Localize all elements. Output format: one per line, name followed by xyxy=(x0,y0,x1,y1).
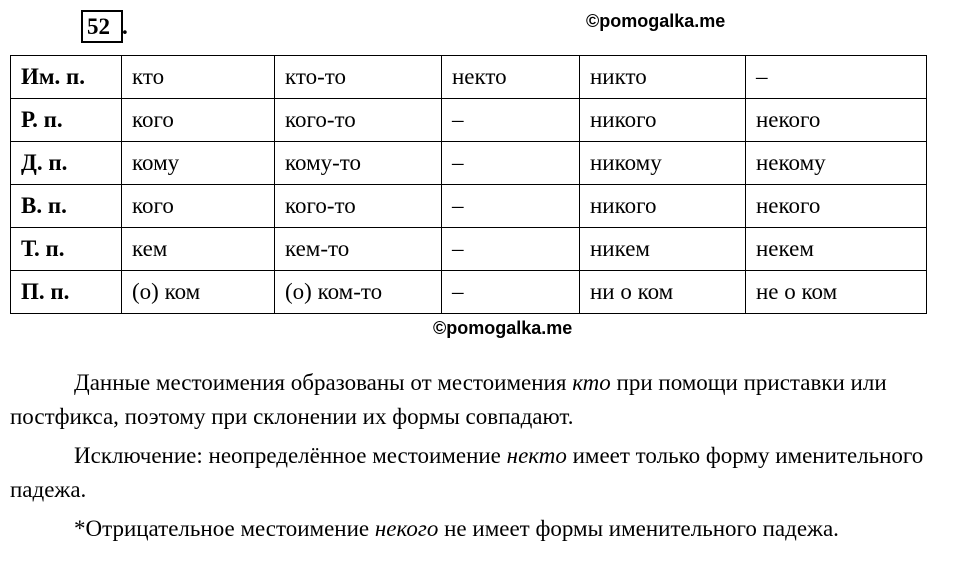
table-row xyxy=(11,99,927,142)
table-row xyxy=(11,228,927,271)
pronoun-form-cell: некем xyxy=(746,228,927,271)
paragraph-text: имеет только форму именительного падежа. xyxy=(10,443,924,502)
watermark-top: ©pomogalka.me xyxy=(586,11,726,31)
pronoun-form-cell: некого xyxy=(746,99,927,142)
pronoun-form-cell: кем-то xyxy=(275,228,442,271)
declension-table xyxy=(10,55,927,314)
italic-pronoun: некого xyxy=(374,516,439,541)
pronoun-form-cell: кого-то xyxy=(275,99,442,142)
paragraph-text: не имеет формы именительного падежа. xyxy=(438,516,839,541)
case-label: Им. п. xyxy=(11,56,122,99)
pronoun-form-cell: некого xyxy=(746,185,927,228)
paragraph-explanation xyxy=(10,366,940,434)
pronoun-form-cell: кого xyxy=(122,185,275,228)
pronoun-form-cell: – xyxy=(442,185,580,228)
paragraph-text: Исключение: неопределённое местоимение xyxy=(74,443,507,468)
pronoun-form-cell: (о) ком-то xyxy=(275,271,442,314)
table-row xyxy=(11,271,927,314)
pronoun-form-cell: – xyxy=(442,228,580,271)
pronoun-form-cell: некому xyxy=(746,142,927,185)
pronoun-form-cell: кому xyxy=(122,142,275,185)
pronoun-form-cell: – xyxy=(746,56,927,99)
paragraph-text: при помощи приставки или постфикса, поэтому при склонении их формы совпадают. xyxy=(10,370,887,429)
pronoun-form-cell: кого-то xyxy=(275,185,442,228)
table-row xyxy=(11,142,927,185)
exercise-number-dot: . xyxy=(122,14,128,39)
paragraph-text: *Отрицательное местоимение xyxy=(74,516,375,541)
case-label: В. п. xyxy=(11,185,122,228)
paragraph-exception xyxy=(10,439,940,507)
case-label: П. п. xyxy=(11,271,122,314)
case-label: Р. п. xyxy=(11,99,122,142)
pronoun-form-cell: кому-то xyxy=(275,142,442,185)
pronoun-form-cell: никем xyxy=(580,228,746,271)
pronoun-form-cell: – xyxy=(442,99,580,142)
pronoun-form-cell: не о ком xyxy=(746,271,927,314)
pronoun-form-cell: никого xyxy=(580,99,746,142)
paragraph-text: Данные местоимения образованы от местоимения xyxy=(74,370,573,395)
watermark-middle: ©pomogalka.me xyxy=(433,318,573,338)
pronoun-form-cell: (о) ком xyxy=(122,271,275,314)
paragraph-note xyxy=(10,512,940,546)
pronoun-form-cell: ни о ком xyxy=(580,271,746,314)
pronoun-form-cell: – xyxy=(442,142,580,185)
pronoun-form-cell: кого xyxy=(122,99,275,142)
table-row xyxy=(11,56,927,99)
pronoun-form-cell: никому xyxy=(580,142,746,185)
case-label: Т. п. xyxy=(11,228,122,271)
pronoun-form-cell: никто xyxy=(580,56,746,99)
pronoun-form-cell: кем xyxy=(122,228,275,271)
pronoun-form-cell: кто-то xyxy=(275,56,442,99)
case-label: Д. п. xyxy=(11,142,122,185)
pronoun-form-cell: никого xyxy=(580,185,746,228)
pronoun-form-cell: некто xyxy=(442,56,580,99)
exercise-number: 52 xyxy=(81,10,123,43)
italic-pronoun: некто xyxy=(506,443,567,468)
table-row xyxy=(11,185,927,228)
italic-pronoun: кто xyxy=(572,370,611,395)
pronoun-form-cell: – xyxy=(442,271,580,314)
pronoun-form-cell: кто xyxy=(122,56,275,99)
